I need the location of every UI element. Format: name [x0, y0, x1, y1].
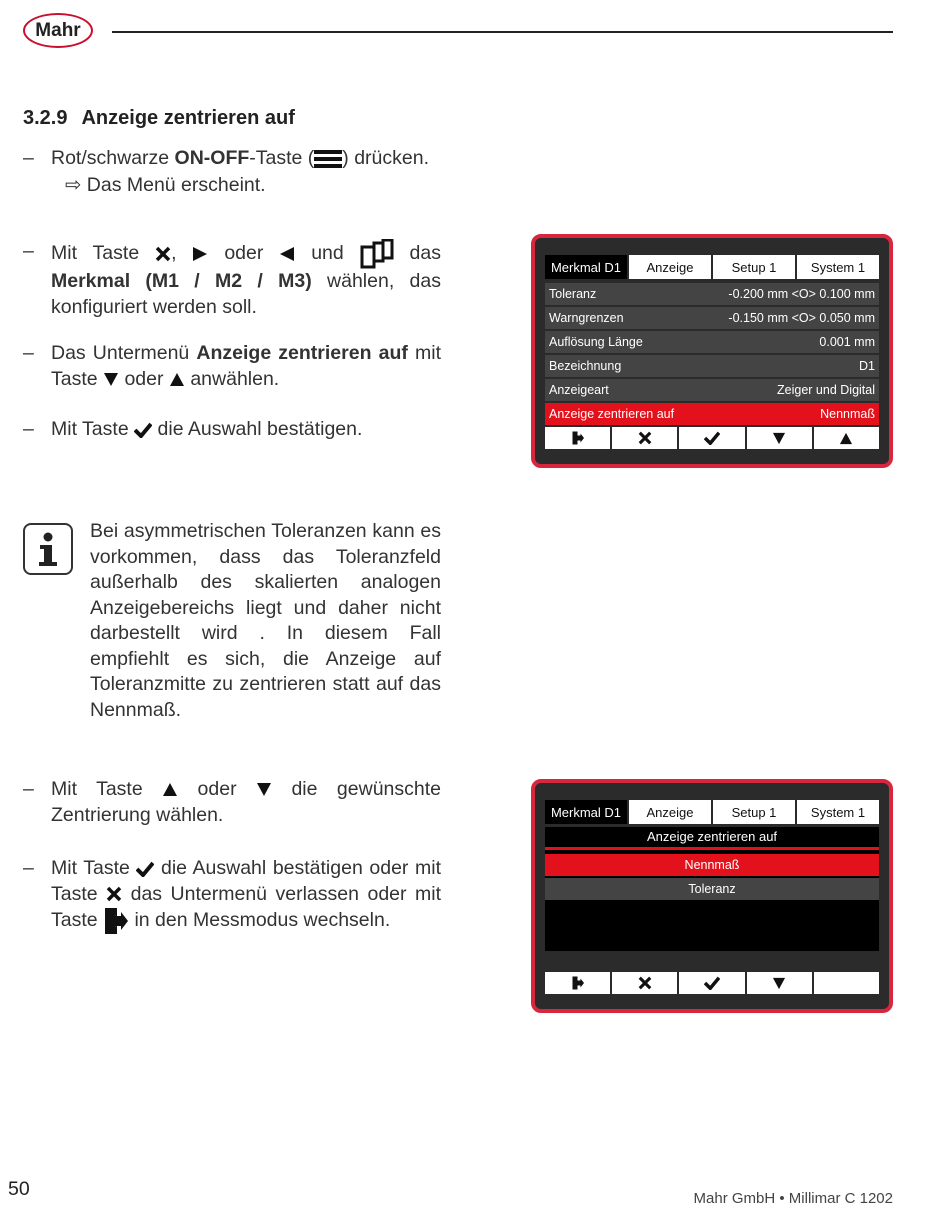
x-key-icon [106, 886, 122, 902]
softkey-bar [545, 972, 879, 994]
confirm-key[interactable] [679, 427, 744, 449]
step-5: – Mit Taste oder die gewünschte Zentrierung wählen. [23, 778, 441, 826]
submenu-panel [545, 827, 879, 951]
cancel-key[interactable] [612, 972, 677, 994]
exit-icon [571, 431, 585, 445]
info-icon [23, 523, 73, 575]
exit-icon [571, 976, 585, 990]
up-arrow-icon [162, 782, 178, 797]
down-key[interactable] [747, 972, 812, 994]
check-icon [704, 976, 720, 990]
cancel-key[interactable] [612, 427, 677, 449]
step-4: – Mit Taste die Auswahl bestätigen. [23, 418, 363, 440]
up-arrow-icon [169, 372, 185, 387]
check-icon [136, 861, 154, 877]
page-number: 50 [8, 1178, 30, 1200]
step-1: – Rot/schwarze ON-OFF-Taste ( ) drücken. [23, 147, 429, 169]
confirm-key[interactable] [679, 972, 744, 994]
step-6: – Mit Taste die Auswahl bestätigen oder mit Taste das Untermenü verlassen oder mit Taste in den Messmodus wechseln. [23, 856, 441, 935]
softkey-bar [545, 427, 879, 449]
option-toleranz[interactable]: Toleranz [545, 878, 879, 900]
down-key[interactable] [747, 427, 812, 449]
footer-text: Mahr GmbH • Millimar C 1202 [693, 1190, 893, 1207]
exit-key[interactable] [545, 972, 610, 994]
empty-key[interactable] [814, 972, 879, 994]
header-rule [112, 31, 893, 33]
row-warngrenzen[interactable]: Warngrenzen -0.150 mm <O> 0.050 mm [545, 307, 879, 329]
submenu-title: Anzeige zentrieren auf [646, 829, 778, 844]
tab-system[interactable]: System 1 [797, 255, 879, 279]
device-screen-menu [531, 234, 893, 468]
menu-icon [314, 149, 342, 169]
exit-key[interactable] [545, 427, 610, 449]
tab-anzeige[interactable]: Anzeige [629, 800, 711, 824]
row-toleranz[interactable]: Toleranz -0.200 mm <O> 0.100 mm [545, 283, 879, 305]
pages-icon [360, 239, 394, 269]
submenu-divider [545, 847, 879, 850]
tab-merkmal[interactable]: Merkmal D1 [545, 255, 627, 279]
down-arrow-icon [772, 432, 786, 445]
tab-system[interactable]: System 1 [797, 800, 879, 824]
section-heading [23, 107, 295, 130]
exit-icon [103, 907, 129, 935]
tab-setup[interactable]: Setup 1 [713, 800, 795, 824]
up-key[interactable] [814, 427, 879, 449]
x-key-icon [638, 976, 652, 990]
row-bezeichnung[interactable]: Bezeichnung D1 [545, 355, 879, 377]
tab-anzeige[interactable]: Anzeige [629, 255, 711, 279]
down-arrow-icon [256, 782, 272, 797]
settings-list [545, 283, 879, 427]
tab-merkmal[interactable]: Merkmal D1 [545, 800, 627, 824]
left-arrow-icon [279, 246, 295, 262]
step-2: – Mit Taste , oder und das Merkmal (M1 / M2 / M3) wählen, das konfiguriert werden soll. [23, 240, 441, 318]
info-note: Bei asymmetrischen Toleranzen kann es vorkommen, dass das Toleranzfeld außerhalb des skalierten analogen Anzeigebereichs liegt und daher nicht darbestellt wird . In diesem Fall empfiehlt es sich, die Anzeige auf Toleranzmitte zu zentrieren statt auf das Nennmaß. [90, 520, 441, 721]
screen-tabs [545, 800, 879, 824]
mahr-logo: Mahr [23, 13, 93, 48]
right-arrow-icon [192, 246, 208, 262]
step-1-result: ⇨ Das Menü erscheint. [65, 174, 266, 196]
row-anzeigeart[interactable]: Anzeigeart Zeiger und Digital [545, 379, 879, 401]
x-key-icon [638, 431, 652, 445]
down-arrow-icon [772, 977, 786, 990]
up-arrow-icon [839, 432, 853, 445]
option-nennmass[interactable]: Nennmaß [545, 854, 879, 876]
row-anzeige-zentrieren[interactable]: Anzeige zentrieren auf Nennmaß [545, 403, 879, 425]
tab-setup[interactable]: Setup 1 [713, 255, 795, 279]
row-aufloesung[interactable]: Auflösung Länge 0.001 mm [545, 331, 879, 353]
section-title: Anzeige zentrieren auf [81, 107, 295, 129]
check-icon [704, 431, 720, 445]
device-screen-submenu [531, 779, 893, 1013]
check-icon [134, 422, 152, 438]
section-number: 3.2.9 [23, 107, 68, 129]
screen-tabs [545, 255, 879, 279]
down-arrow-icon [103, 372, 119, 387]
step-3: – Das Untermenü Anzeige zentrieren auf mit Taste oder anwählen. [23, 342, 441, 390]
x-key-icon [155, 246, 171, 262]
result-arrow-icon: ⇨ [65, 174, 82, 196]
